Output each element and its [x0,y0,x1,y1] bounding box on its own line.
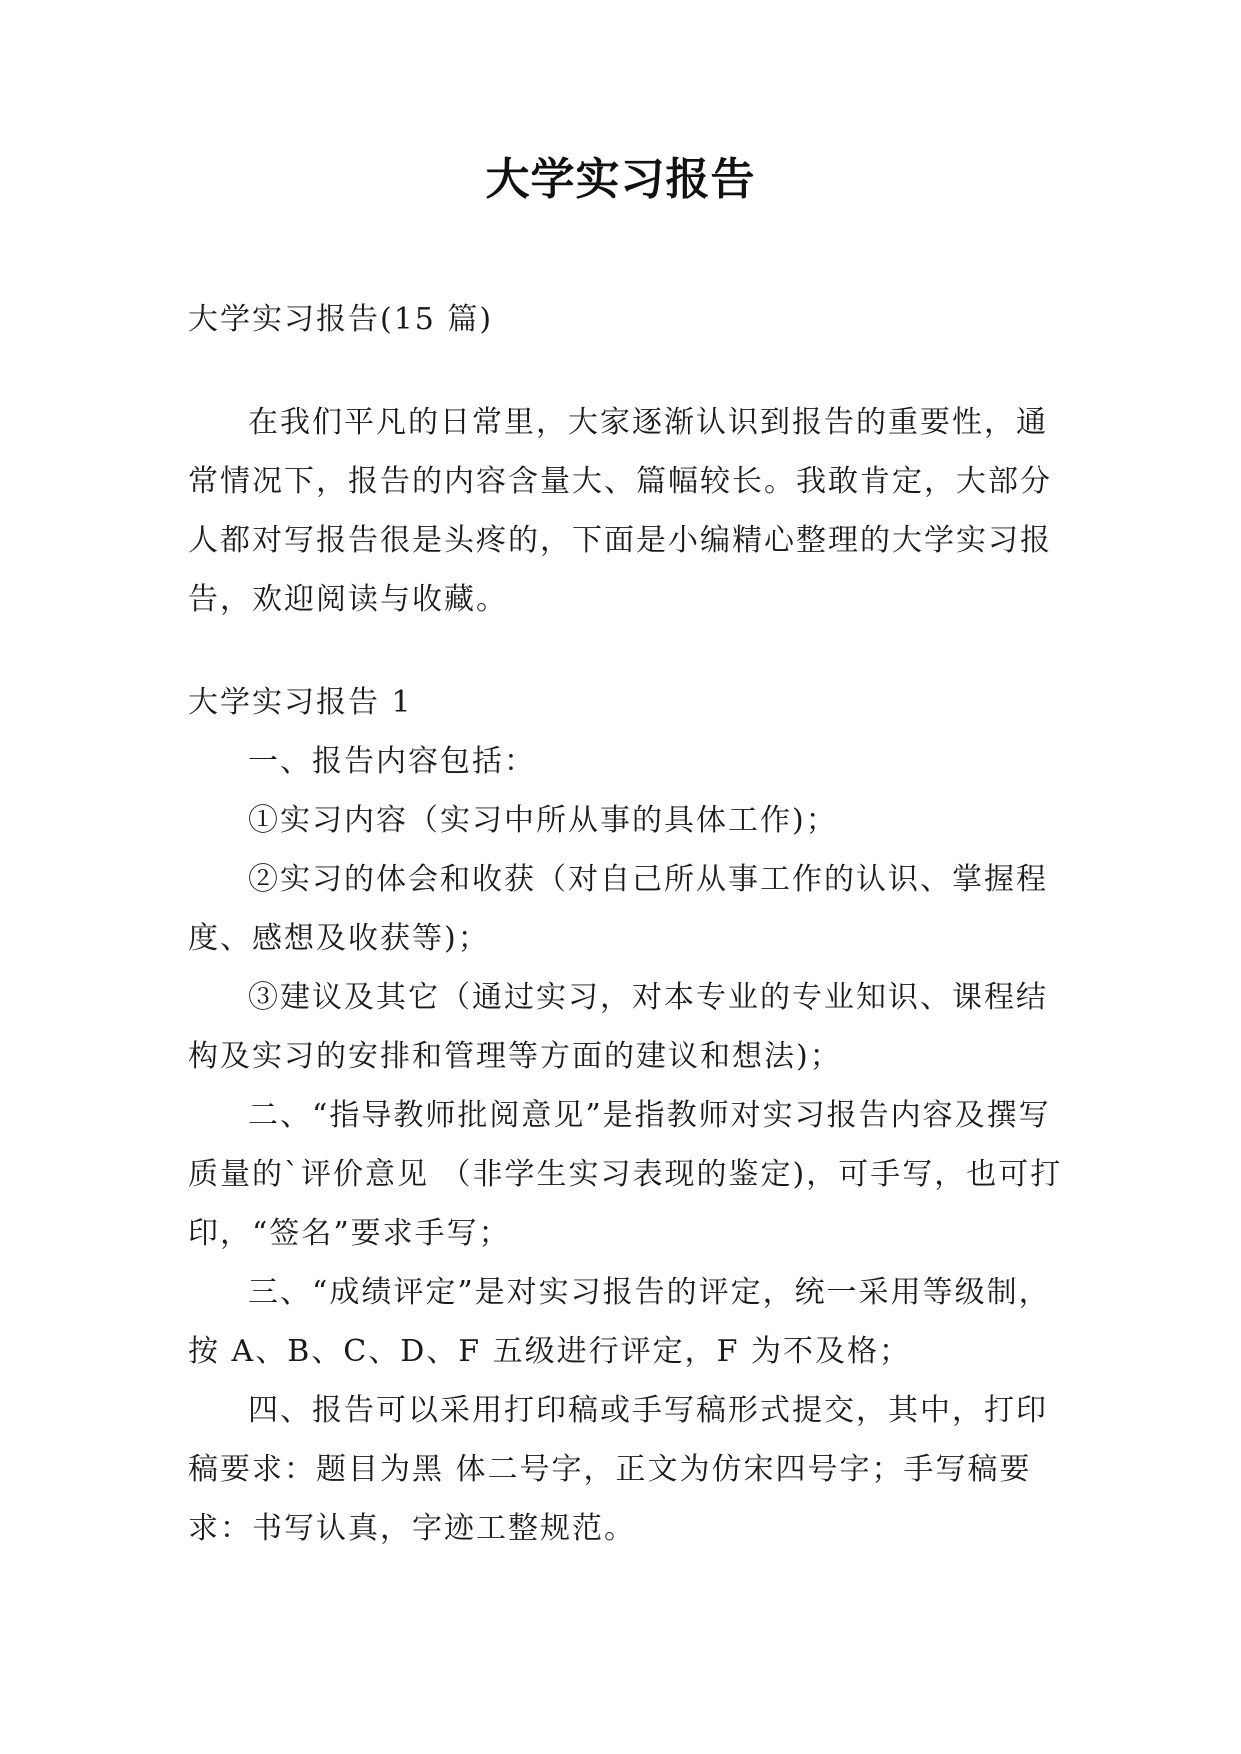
paragraph-grading: 三、“成绩评定”是对实习报告的评定，统一采用等级制，按 A、B、C、D、F 五级进行评定，F 为不及格； [188,1275,1051,1369]
paragraph-item-3: ③建议及其它（通过实习，对本专业的专业知识、课程结构及实习的安排和管理等方面的建议和想法)； [188,980,1048,1074]
section-heading: 大学实习报告 1 [188,685,413,720]
paragraph-item-1: ①实习内容（实习中所从事的具体工作)； [248,803,838,838]
document-body [188,290,1068,1558]
document-subtitle: 大学实习报告(15 篇) [188,302,494,337]
paragraph-teacher-comments: 二、“指导教师批阅意见”是指教师对实习报告内容及撰写质量的`评价意见 （非学生实习表现的鉴定)，可手写，也可打印，“签名”要求手写； [188,1098,1063,1251]
paragraph-report-contents: 一、报告内容包括： [248,744,536,779]
paragraph-item-2: ②实习的体会和收获（对自己所从事工作的认识、掌握程度、感想及收获等)； [188,862,1048,956]
paragraph-submission-format: 四、报告可以采用打印稿或手写稿形式提交，其中，打印稿要求：题目为黑 体二号字，正文为仿宋四号字；手写稿要求：书写认真，字迹工整规范。 [188,1393,1048,1546]
intro-paragraph: 在我们平凡的日常里，大家逐渐认识到报告的重要性，通常情况下，报告的内容含量大、篇幅较长。我敢肯定，大部分人都对写报告很是头疼的，下面是小编精心整理的大学实习报告，欢迎阅读与收藏。 [188,405,1052,617]
document-title: 大学实习报告 [485,154,756,205]
